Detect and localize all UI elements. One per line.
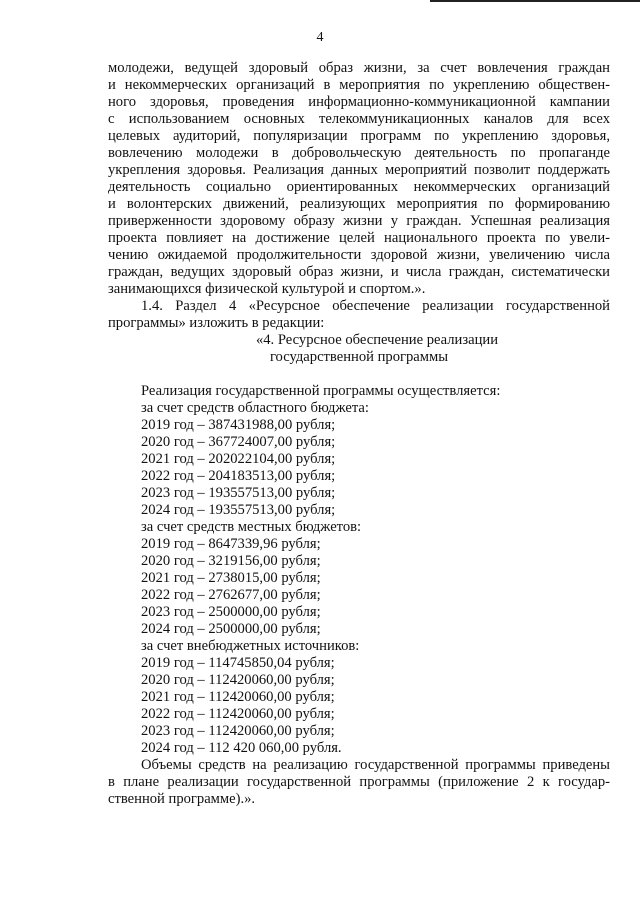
list-item: 2023 год – 193557513,00 рубля;	[141, 485, 336, 501]
list-item: 2019 год – 8647339,96 рубля;	[141, 536, 321, 552]
document-body	[108, 60, 610, 808]
list-item: 2023 год – 112420060,00 рубля;	[141, 723, 335, 739]
list-item: 2024 год – 2500000,00 рубля;	[141, 621, 321, 637]
text-line: и волонтерских движений, реализующих мероприятия по формированию	[108, 196, 610, 212]
text-line: ного здоровья, проведения информационно-коммуникационной кампании	[108, 94, 610, 110]
list-item: 2022 год – 204183513,00 рубля;	[141, 468, 336, 484]
list-item: 2021 год – 112420060,00 рубля;	[141, 689, 335, 705]
list-item: 2022 год – 2762677,00 рубля;	[141, 587, 321, 603]
text-line: целевых аудиторий, популяризации программ по укреплению здоровья,	[108, 128, 610, 144]
list-item: за счет внебюджетных источников:	[141, 638, 360, 654]
heading-line: государственной программы	[269, 349, 449, 365]
text-line: граждан, ведущих здоровый образ жизни, и числа граждан, систематически	[108, 264, 610, 280]
text-line: с использованием основных телекоммуникационных каналов для всех	[108, 111, 610, 127]
list-item: 2021 год – 2738015,00 рубля;	[141, 570, 321, 586]
text-line: программы» изложить в редакции:	[108, 315, 325, 331]
list-item: 2019 год – 387431988,00 рубля;	[141, 417, 336, 433]
list-item: 2020 год – 367724007,00 рубля;	[141, 434, 336, 450]
list-item: 2022 год – 112420060,00 рубля;	[141, 706, 335, 722]
text-line: укрепления здоровья. Реализация данных мероприятий позволит поддержать	[108, 162, 610, 178]
list-item: 2021 год – 202022104,00 рубля;	[141, 451, 336, 467]
text-line: деятельность социально ориентированных некоммерческих организаций	[108, 179, 610, 195]
text-line: Объемы средств на реализацию государственной программы приведены	[141, 757, 610, 773]
list-item: за счет средств местных бюджетов:	[141, 519, 362, 535]
text-line: в плане реализации государственной программы (приложение 2 к государ-	[108, 774, 610, 790]
text-line: 1.4. Раздел 4 «Ресурсное обеспечение реализации государственной	[141, 298, 610, 314]
text-line: молодежи, ведущей здоровый образ жизни, за счет вовлечения граждан	[108, 60, 610, 76]
page-number: 4	[316, 30, 324, 45]
list-item: 2020 год – 112420060,00 рубля;	[141, 672, 335, 688]
funding-list	[108, 383, 610, 757]
heading-line: «4. Ресурсное обеспечение реализации	[255, 332, 499, 348]
section-heading	[108, 332, 610, 366]
text-line: ственной программе).».	[108, 791, 256, 807]
list-item: за счет средств областного бюджета:	[141, 400, 369, 416]
text-line: занимающихся физической культурой и спортом.».	[108, 281, 426, 297]
text-line: вовлечению молодежи в добровольческую деятельность по пропаганде	[108, 145, 610, 161]
paragraph-2	[108, 298, 610, 332]
text-line: приверженности здоровому образу жизни у граждан. Успешная реализация	[108, 213, 610, 229]
list-item: 2020 год – 3219156,00 рубля;	[141, 553, 321, 569]
list-item: 2024 год – 193557513,00 рубля;	[141, 502, 336, 518]
text-line: проекта повлияет на достижение целей национального проекта по увели-	[108, 230, 610, 246]
list-item: 2023 год – 2500000,00 рубля;	[141, 604, 321, 620]
list-item: 2024 год – 112 420 060,00 рубля.	[141, 740, 342, 756]
text-line: и некоммерческих организаций в мероприятия по укреплению обществен-	[108, 77, 610, 93]
top-edge-rule	[430, 0, 640, 2]
final-paragraph	[108, 757, 610, 808]
text-line: чению ожидаемой продолжительности здоровой жизни, увеличению числа	[108, 247, 610, 263]
list-item: 2019 год – 114745850,04 рубля;	[141, 655, 335, 671]
list-item: Реализация государственной программы осуществляется:	[141, 383, 501, 399]
paragraph-1	[108, 60, 610, 298]
